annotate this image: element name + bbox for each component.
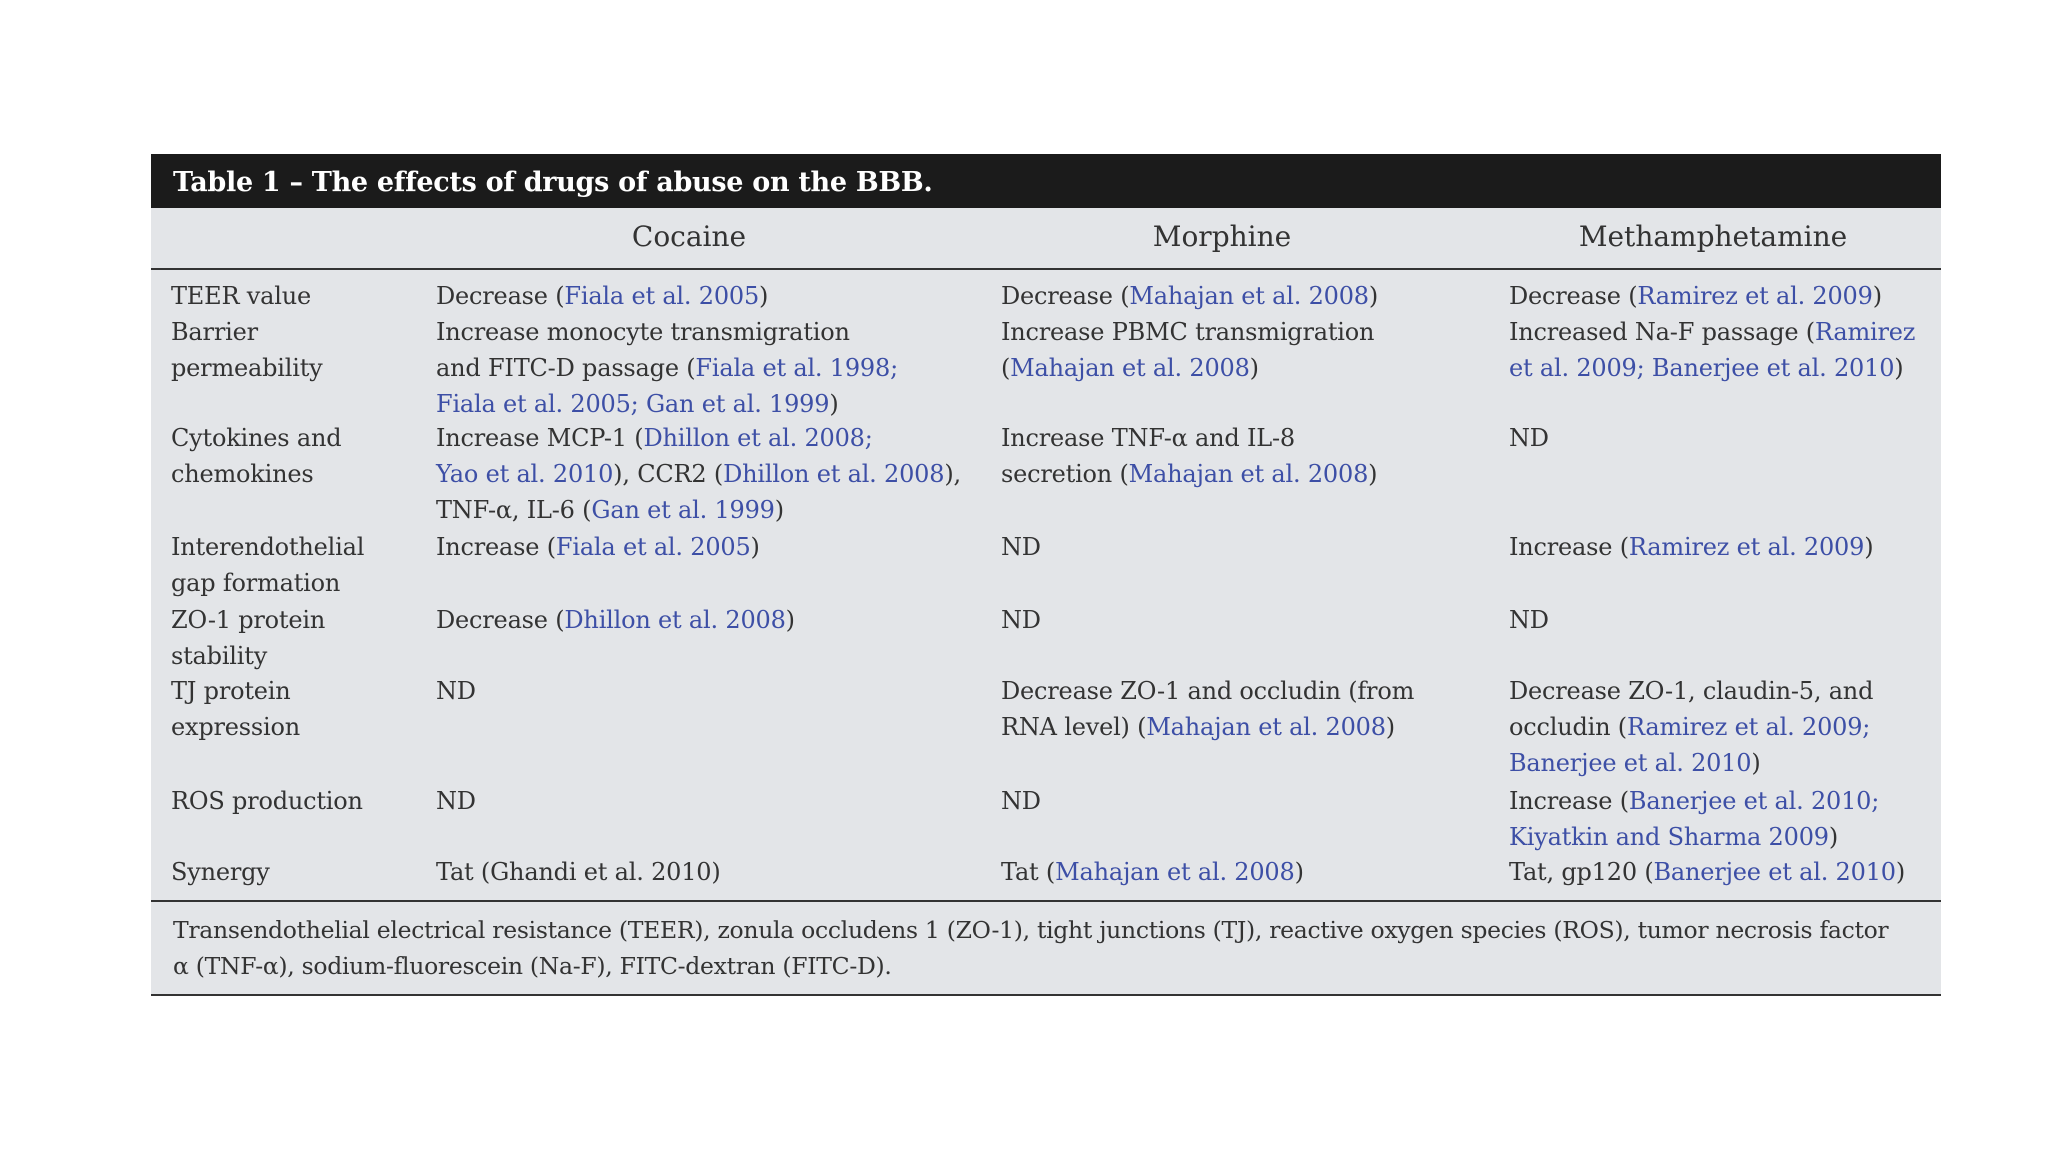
cell-text: ),	[944, 460, 961, 488]
table-cell-cocaine	[436, 278, 768, 314]
table-body	[151, 270, 1941, 900]
cell-line	[436, 492, 961, 528]
table-header-row	[151, 208, 1941, 270]
cell-line	[171, 673, 300, 709]
cell-text: ), CCR2 (	[613, 460, 724, 488]
cell-line	[171, 565, 364, 601]
row-label-text: stability	[171, 642, 268, 670]
row-label-text: expression	[171, 713, 300, 741]
cell-line	[1509, 709, 1873, 745]
cell-line	[171, 529, 364, 565]
cell-line	[1001, 529, 1041, 565]
cell-text: ND	[1001, 787, 1041, 815]
cell-line	[1509, 350, 1915, 386]
cell-line	[1509, 602, 1549, 638]
row-label-text: TEER value	[171, 282, 311, 310]
table-cell-cocaine	[436, 673, 476, 709]
cell-text: ND	[436, 787, 476, 815]
cell-text: Increase monocyte transmigration	[436, 318, 850, 346]
column-header-morphine: Morphine	[1152, 220, 1292, 253]
cell-text: Decrease (	[436, 282, 565, 310]
cell-text: )	[1385, 713, 1395, 741]
row-label-text: ZO-1 protein	[171, 606, 326, 634]
row-label-text: Interendothelial	[171, 533, 365, 561]
cell-line	[1001, 709, 1414, 745]
cell-text: Increase TNF-α and IL-8	[1001, 424, 1295, 452]
cell-text: ND	[1509, 606, 1549, 634]
cell-line	[436, 529, 760, 565]
cell-line	[436, 420, 961, 456]
cell-text: )	[1895, 858, 1906, 886]
row-label-text: Cytokines and	[171, 424, 342, 452]
cell-text: Decrease ZO-1, claudin-5, and	[1509, 677, 1874, 705]
cell-text: )	[1368, 460, 1378, 488]
cell-line	[1509, 783, 1879, 819]
cell-text: )	[1249, 354, 1259, 382]
cell-line	[1001, 456, 1377, 492]
table-cell-morphine	[1001, 854, 1304, 890]
row-label	[171, 854, 270, 890]
cell-line	[436, 783, 476, 819]
table-cell-cocaine	[436, 529, 760, 565]
citation-link[interactable]: Mahajan et al. 2008	[1129, 282, 1369, 310]
column-header-cocaine: Cocaine	[631, 220, 747, 253]
cell-line	[171, 854, 270, 890]
cell-text: Increase (	[1509, 787, 1629, 815]
cell-line	[436, 456, 961, 492]
row-label	[171, 673, 300, 745]
cell-text: ND	[1001, 533, 1041, 561]
citation-link[interactable]: Fiala et al. 2005	[555, 533, 751, 561]
table-cell-meth	[1509, 278, 1882, 314]
citation-link[interactable]: Fiala et al. 2005	[564, 282, 760, 310]
citation-link[interactable]: Ramirez	[1814, 318, 1916, 346]
cell-line	[1509, 529, 1873, 565]
cell-line	[171, 456, 341, 492]
cell-line	[171, 638, 325, 674]
cell-line	[1001, 854, 1304, 890]
table-cell-morphine	[1001, 602, 1041, 638]
table-cell-cocaine	[436, 602, 795, 638]
cell-text: occludin (	[1509, 713, 1627, 741]
cell-text: Decrease (	[436, 606, 565, 634]
table-cell-morphine	[1001, 314, 1374, 386]
row-label-text: TJ protein	[171, 677, 291, 705]
cell-line	[1509, 420, 1549, 456]
cell-text: Increase MCP-1 (	[436, 424, 644, 452]
row-label-text: ROS production	[171, 787, 363, 815]
footnote-line: α (TNF-α), sodium-fluorescein (Na-F), FITC-dextran (FITC-D).	[173, 952, 892, 980]
cell-line	[436, 602, 795, 638]
citation-link[interactable]: Mahajan et al. 2008	[1128, 460, 1369, 488]
row-label	[171, 602, 325, 674]
row-label-text: chemokines	[171, 460, 314, 488]
table-cell-morphine	[1001, 278, 1378, 314]
cell-line	[1509, 854, 1905, 890]
cell-line	[1001, 314, 1374, 350]
cell-line	[1509, 673, 1873, 709]
table-cell-morphine	[1001, 673, 1414, 745]
table-cell-meth	[1509, 529, 1873, 565]
cell-line	[436, 278, 768, 314]
table-cell-cocaine	[436, 783, 476, 819]
cell-line	[436, 314, 898, 350]
cell-line	[436, 386, 898, 422]
cell-text: Decrease (	[1001, 282, 1130, 310]
cell-text: )	[829, 390, 839, 418]
citation-link[interactable]: Yao et al. 2010	[436, 460, 614, 488]
row-label	[171, 314, 323, 386]
cell-text: (	[1001, 354, 1011, 382]
cell-text: RNA level) (	[1001, 713, 1147, 741]
row-label-text: gap formation	[171, 569, 341, 597]
row-label-text: permeability	[171, 354, 323, 382]
cell-text: )	[1872, 282, 1882, 310]
citation-link[interactable]: Ramirez et al. 2009;	[1626, 713, 1871, 741]
citation-link[interactable]: Dhillon et al. 2008;	[643, 424, 873, 452]
cell-text: Decrease ZO-1 and occludin (from	[1001, 677, 1415, 705]
table-cell-cocaine	[436, 314, 898, 422]
table-block	[151, 154, 1941, 996]
citation-link[interactable]: Kiyatkin and Sharma 2009	[1509, 823, 1829, 851]
citation-link[interactable]: et al. 2009; Banerjee et al. 2010	[1509, 354, 1895, 382]
cell-line	[1509, 745, 1873, 781]
cell-text: secretion (	[1001, 460, 1129, 488]
table-cell-cocaine	[436, 854, 721, 890]
cell-text: ND	[1001, 606, 1041, 634]
cell-line	[1001, 783, 1041, 819]
cell-text: Tat, gp120 (	[1509, 858, 1654, 886]
citation-link[interactable]: Banerjee et al. 2010	[1509, 749, 1752, 777]
cell-line	[1509, 278, 1882, 314]
cell-line	[171, 709, 300, 745]
citation-link[interactable]: Banerjee et al. 2010	[1653, 858, 1896, 886]
cell-line	[436, 673, 476, 709]
cell-text: )	[1294, 858, 1304, 886]
cell-text: )	[750, 533, 760, 561]
citation-link[interactable]: Dhillon et al. 2008	[564, 606, 786, 634]
cell-text: Tat (	[1001, 858, 1056, 886]
citation-link[interactable]: Ramirez et al. 2009	[1628, 533, 1865, 561]
table-cell-meth	[1509, 420, 1549, 456]
citation-link[interactable]: Mahajan et al. 2008	[1010, 354, 1250, 382]
table-cell-morphine	[1001, 783, 1041, 819]
cell-text: Increase (	[436, 533, 556, 561]
cell-text: )	[1368, 282, 1379, 310]
cell-text: Increase (	[1509, 533, 1629, 561]
cell-line	[436, 350, 898, 386]
cell-line	[171, 314, 323, 350]
column-header-methamphetamine: Methamphetamine	[1578, 220, 1848, 253]
cell-text: )	[1864, 533, 1874, 561]
footnote-line: Transendothelial electrical resistance (TEER), zonula occludens 1 (ZO-1), tight junctions (TJ), reactive oxygen species (ROS), tumor necrosis factor	[173, 916, 1889, 944]
cell-text: Increased Na-F passage (	[1509, 318, 1815, 346]
cell-line	[171, 420, 341, 456]
row-label	[171, 529, 364, 601]
cell-text: )	[1751, 749, 1761, 777]
cell-text: Tat (Ghandi et al. 2010)	[436, 858, 721, 886]
citation-link[interactable]: Gan et al. 1999	[591, 496, 775, 524]
row-label	[171, 783, 363, 819]
cell-text: ND	[1509, 424, 1549, 452]
cell-line	[1001, 350, 1374, 386]
cell-line	[171, 350, 323, 386]
citation-link[interactable]: Fiala et al. 2005; Gan et al. 1999	[436, 390, 830, 418]
cell-text: )	[759, 282, 769, 310]
citation-link[interactable]: Ramirez et al. 2009	[1637, 282, 1873, 310]
cell-line	[171, 783, 363, 819]
row-label	[171, 420, 341, 492]
table-footnote	[151, 900, 1941, 994]
citation-link[interactable]: Mahajan et al. 2008	[1146, 713, 1386, 741]
table-cell-meth	[1509, 602, 1549, 638]
cell-text: and FITC-D passage (	[436, 354, 696, 382]
cell-line	[436, 854, 721, 890]
cell-text: TNF-α, IL-6 (	[436, 496, 592, 524]
citation-link[interactable]: Dhillon et al. 2008	[723, 460, 945, 488]
citation-link[interactable]: Mahajan et al. 2008	[1055, 858, 1295, 886]
table-caption: Table 1 – The effects of drugs of abuse on the BBB.	[151, 154, 1941, 208]
cell-text: Increase PBMC transmigration	[1001, 318, 1375, 346]
cell-text: )	[1894, 354, 1904, 382]
table-cell-meth	[1509, 783, 1879, 855]
table-cell-morphine	[1001, 420, 1377, 492]
cell-text: )	[1828, 823, 1839, 851]
cell-line	[171, 278, 311, 314]
table-cell-meth	[1509, 854, 1905, 890]
cell-line	[1001, 673, 1414, 709]
cell-line	[1509, 819, 1879, 855]
cell-text: Decrease (	[1509, 282, 1638, 310]
cell-text: )	[785, 606, 795, 634]
cell-text: ND	[436, 677, 476, 705]
table-cell-cocaine	[436, 420, 961, 528]
row-label	[171, 278, 311, 314]
cell-line	[1001, 278, 1378, 314]
row-label-text: Synergy	[171, 858, 270, 886]
cell-line	[1001, 602, 1041, 638]
citation-link[interactable]: Banerjee et al. 2010;	[1628, 787, 1880, 815]
row-label-text: Barrier	[171, 318, 258, 346]
table-cell-meth	[1509, 673, 1873, 781]
cell-line	[1509, 314, 1915, 350]
cell-line	[1001, 420, 1377, 456]
cell-line	[171, 602, 325, 638]
table-cell-morphine	[1001, 529, 1041, 565]
citation-link[interactable]: Fiala et al. 1998;	[695, 354, 898, 382]
cell-text: )	[774, 496, 784, 524]
table-cell-meth	[1509, 314, 1915, 386]
